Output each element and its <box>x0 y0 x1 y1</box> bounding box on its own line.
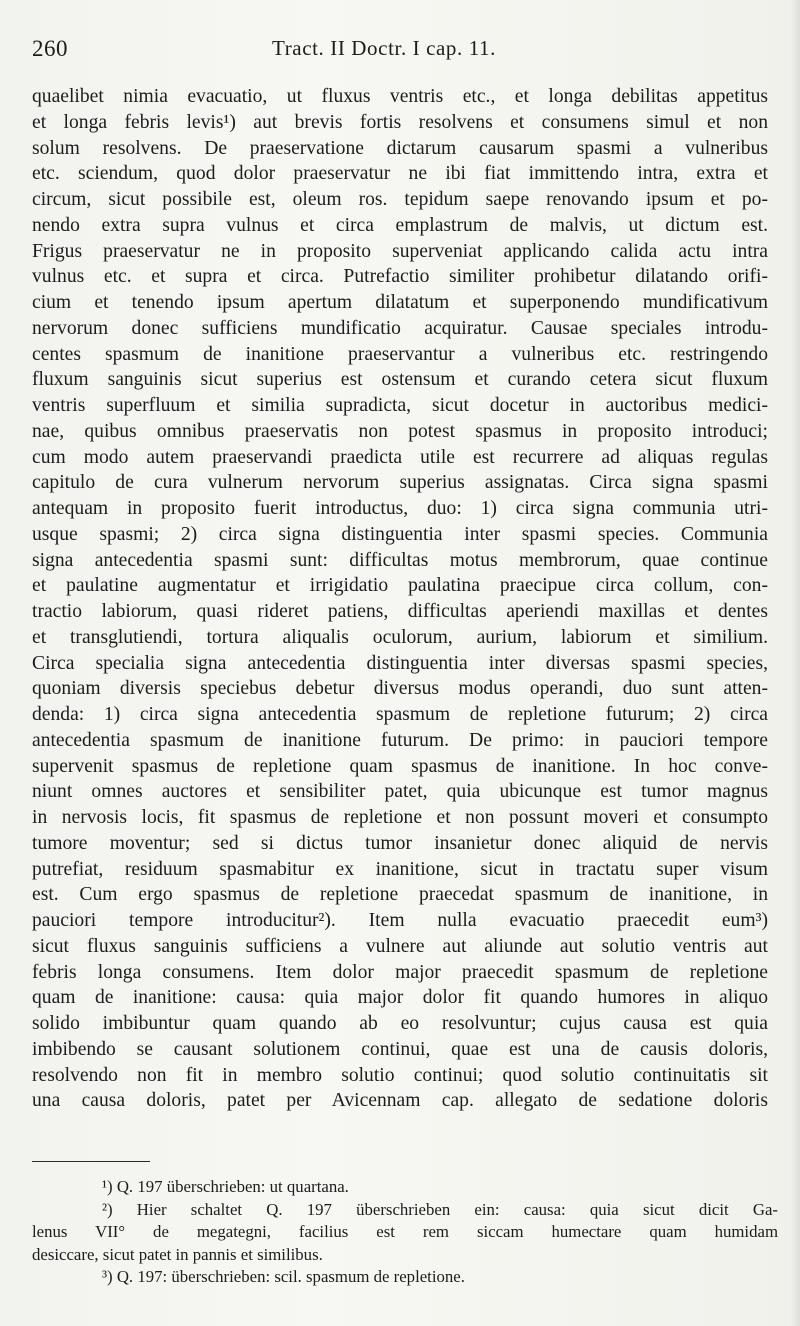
text-line: vulnus etc. et supra et circa. Putrefactio similiter prohibetur dilatando orifi- <box>32 266 768 288</box>
text-line: nervorum donec sufficiens mundificatio acquiratur. Causae speciales introdu- <box>32 317 768 339</box>
text-line: est. Cum ergo spasmus de repletione praecedat spasmum de inanitione, in <box>32 884 768 906</box>
text-line: febris longa consumens. Item dolor major praecedit spasmum de repletione <box>32 961 768 983</box>
text-line: signa antecedentia spasmi sunt: difficultas motus membrorum, quae continue <box>32 549 768 571</box>
page-header <box>32 36 772 66</box>
text-line: solum resolvens. De praeservatione dictarum causarum spasmi a vulneribus <box>32 137 768 159</box>
text-line: supervenit spasmus de repletione quam spasmus de inanitione. In hoc conve- <box>32 755 768 777</box>
text-line: niunt omnes auctores et sensibiliter patet, quia ubicunque est tumor magnus <box>32 781 768 803</box>
text-line: et transglutiendi, tortura aliqualis oculorum, aurium, labiorum et similium. <box>32 626 768 648</box>
text-line: circum, sicut possibile est, oleum ros. tepidum saepe renovando ipsum et po- <box>32 189 768 210</box>
running-head: Tract. II Doctr. I cap. 11. <box>272 36 497 60</box>
page-edge-shadow <box>790 0 800 1326</box>
text-line: antequam in proposito fuerit introductus, duo: 1) circa signa communia utri- <box>32 498 768 519</box>
text-line: usque spasmi; 2) circa signa distinguentia inter spasmi species. Communia <box>32 523 768 545</box>
text-line: pauciori tempore introducitur²). Item nulla evacuatio praecedit eum³) <box>32 910 768 931</box>
footnote-1: ¹) Q. 197 überschrieben: ut quartana. <box>102 1177 349 1196</box>
text-line: solido imbibuntur quam quando ab eo resolvuntur; cujus causa est quia <box>32 1013 768 1034</box>
footnote-2-line-1: ²) Hier schaltet Q. 197 überschrieben ein: causa: quia sicut dicit Ga- <box>102 1199 778 1219</box>
text-line: sicut fluxus sanguinis sufficiens a vulnere aut aliunde aut solutio ventris aut <box>32 935 768 957</box>
text-line: tumore moventur; sed si dictus tumor insanietur donec aliquid de nervis <box>32 832 768 854</box>
text-line: etc. sciendum, quod dolor praeservatur ne ibi fiat immittendo intra, extra et <box>32 163 768 185</box>
text-line: nendo extra supra vulnus et circa emplastrum de malvis, ut dictum est. <box>32 214 768 236</box>
text-line: tractio labiorum, quasi rideret patiens, difficultas aperiendi maxillas et dentes <box>32 601 768 622</box>
text-line: et paulatine augmentatur et irrigidatio paulatina praecipue circa collum, con- <box>32 575 768 597</box>
text-line: imbibendo se causant solutionem continui, quae est una de causis doloris, <box>32 1038 768 1060</box>
text-line: quaelibet nimia evacuatio, ut fluxus ventris etc., et longa debilitas appetitus <box>32 86 768 107</box>
text-line: nae, quibus omnibus praeservatis non potest spasmus in proposito introduci; <box>32 420 768 442</box>
text-line: capitulo de cura vulnerum nervorum superius assignatas. Circa signa spasmi <box>32 472 768 494</box>
page-number: 260 <box>32 36 68 61</box>
text-line: antecedentia spasmum de inanitione futurum. De primo: in pauciori tempore <box>32 729 768 751</box>
text-line: Frigus praeservatur ne in proposito superveniat applicando calida actu intra <box>32 240 768 262</box>
text-line: Circa specialia signa antecedentia distinguentia inter diversas spasmi species, <box>32 652 768 674</box>
text-line: et longa febris levis¹) aut brevis fortis resolvens et consumens simul et non <box>32 111 768 133</box>
text-line: in nervosis locis, fit spasmus de repletione et non possunt moveri et consumpto <box>32 807 768 828</box>
text-line: ventris superfluum et similia supradicta, sicut docetur in auctoribus medici- <box>32 395 768 416</box>
text-line: denda: 1) circa signa antecedentia spasmum de repletione futurum; 2) circa <box>32 704 768 725</box>
text-line: cum modo autem praeservandi praedicta utile est recurrere ad aliquas regulas <box>32 446 768 468</box>
text-line: cium et tenendo ipsum apertum dilatatum et superponendo mundificativum <box>32 292 768 313</box>
footnote-2-line-2: lenus VII° de megategni, facilius est rem siccam humectare quam humidam <box>32 1222 778 1241</box>
text-line: quoniam diversis speciebus debetur diversus modus operandi, duo sunt atten- <box>32 678 768 700</box>
main-text-block <box>32 84 768 1114</box>
footnote-3: ³) Q. 197: überschrieben: scil. spasmum de repletione. <box>102 1267 465 1286</box>
text-line: putrefiat, residuum spasmabitur ex inanitione, sicut in tractatu super visum <box>32 858 768 880</box>
footnote-2-line-3: desiccare, sicut patet in pannis et similibus. <box>32 1244 323 1264</box>
text-line: una causa doloris, patet per Avicennam cap. allegato de sedatione doloris <box>32 1090 768 1112</box>
text-line: fluxum sanguinis sicut superius est ostensum et curando cetera sicut fluxum <box>32 369 768 391</box>
footnote-separator <box>32 1161 150 1162</box>
footnotes-block <box>32 1176 778 1289</box>
text-line: quam de inanitione: causa: quia major dolor fit quando humores in aliquo <box>32 987 768 1009</box>
text-line: centes spasmum de inanitione praeservantur a vulneribus etc. restringendo <box>32 343 768 365</box>
text-line: resolvendo non fit in membro solutio continui; quod solutio continuitatis sit <box>32 1064 768 1086</box>
